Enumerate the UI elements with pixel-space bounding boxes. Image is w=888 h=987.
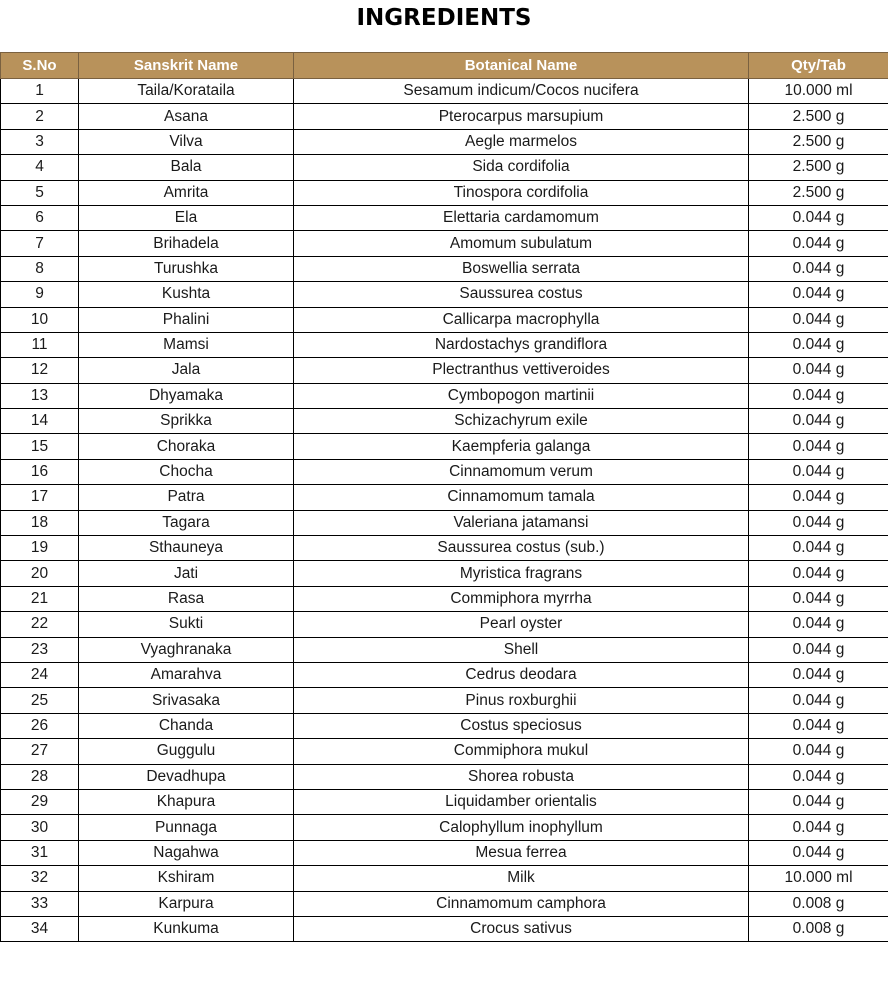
cell-qty-per-tab: 0.044 g — [749, 205, 888, 230]
cell-sno: 11 — [1, 332, 79, 357]
page-title: INGREDIENTS — [356, 5, 532, 31]
cell-qty-per-tab: 2.500 g — [749, 129, 888, 154]
cell-qty-per-tab: 0.044 g — [749, 586, 888, 611]
cell-sanskrit-name: Dhyamaka — [79, 383, 294, 408]
cell-sno: 10 — [1, 307, 79, 332]
cell-botanical-name: Mesua ferrea — [294, 840, 749, 865]
table-row — [1, 307, 888, 332]
cell-qty-per-tab: 0.044 g — [749, 332, 888, 357]
cell-botanical-name: Pterocarpus marsupium — [294, 104, 749, 129]
table-row — [1, 662, 888, 687]
cell-sanskrit-name: Jati — [79, 561, 294, 586]
cell-botanical-name: Schizachyrum exile — [294, 409, 749, 434]
cell-sanskrit-name: Devadhupa — [79, 764, 294, 789]
table-row — [1, 510, 888, 535]
cell-botanical-name: Milk — [294, 866, 749, 891]
table-row — [1, 739, 888, 764]
table-row — [1, 434, 888, 459]
cell-qty-per-tab: 0.044 g — [749, 459, 888, 484]
cell-qty-per-tab: 0.044 g — [749, 789, 888, 814]
cell-qty-per-tab: 0.008 g — [749, 916, 888, 941]
cell-botanical-name: Pearl oyster — [294, 612, 749, 637]
cell-sanskrit-name: Asana — [79, 104, 294, 129]
cell-sno: 33 — [1, 891, 79, 916]
table-row — [1, 866, 888, 891]
cell-sanskrit-name: Khapura — [79, 789, 294, 814]
cell-botanical-name: Shell — [294, 637, 749, 662]
cell-sanskrit-name: Chanda — [79, 713, 294, 738]
cell-sno: 18 — [1, 510, 79, 535]
cell-qty-per-tab: 0.044 g — [749, 358, 888, 383]
table-row — [1, 688, 888, 713]
cell-qty-per-tab: 0.044 g — [749, 764, 888, 789]
cell-sanskrit-name: Kshiram — [79, 866, 294, 891]
cell-qty-per-tab: 0.044 g — [749, 434, 888, 459]
table-row — [1, 409, 888, 434]
cell-sno: 23 — [1, 637, 79, 662]
cell-qty-per-tab: 0.044 g — [749, 688, 888, 713]
cell-sno: 17 — [1, 485, 79, 510]
cell-qty-per-tab: 2.500 g — [749, 155, 888, 180]
cell-sanskrit-name: Amarahva — [79, 662, 294, 687]
table-row — [1, 282, 888, 307]
cell-sno: 16 — [1, 459, 79, 484]
cell-botanical-name: Pinus roxburghii — [294, 688, 749, 713]
cell-sno: 6 — [1, 205, 79, 230]
cell-sno: 31 — [1, 840, 79, 865]
cell-qty-per-tab: 0.044 g — [749, 282, 888, 307]
table-row — [1, 459, 888, 484]
cell-sno: 21 — [1, 586, 79, 611]
cell-sno: 5 — [1, 180, 79, 205]
cell-botanical-name: Cinnamomum camphora — [294, 891, 749, 916]
ingredients-table — [0, 52, 888, 942]
cell-botanical-name: Aegle marmelos — [294, 129, 749, 154]
cell-sanskrit-name: Choraka — [79, 434, 294, 459]
table-body — [1, 79, 888, 942]
cell-botanical-name: Shorea robusta — [294, 764, 749, 789]
cell-qty-per-tab: 0.044 g — [749, 840, 888, 865]
column-header-sno: S.No — [1, 53, 79, 79]
cell-sno: 28 — [1, 764, 79, 789]
table-row — [1, 332, 888, 357]
cell-sno: 34 — [1, 916, 79, 941]
header-row — [1, 53, 888, 79]
cell-botanical-name: Amomum subulatum — [294, 231, 749, 256]
cell-qty-per-tab: 0.044 g — [749, 713, 888, 738]
cell-sno: 26 — [1, 713, 79, 738]
cell-sanskrit-name: Nagahwa — [79, 840, 294, 865]
cell-sanskrit-name: Srivasaka — [79, 688, 294, 713]
cell-sno: 8 — [1, 256, 79, 281]
table-row — [1, 764, 888, 789]
cell-sno: 32 — [1, 866, 79, 891]
cell-botanical-name: Kaempferia galanga — [294, 434, 749, 459]
cell-botanical-name: Plectranthus vettiveroides — [294, 358, 749, 383]
cell-sanskrit-name: Brihadela — [79, 231, 294, 256]
cell-sanskrit-name: Bala — [79, 155, 294, 180]
cell-sanskrit-name: Guggulu — [79, 739, 294, 764]
cell-sanskrit-name: Sprikka — [79, 409, 294, 434]
cell-sanskrit-name: Mamsi — [79, 332, 294, 357]
table-row — [1, 561, 888, 586]
cell-sanskrit-name: Sthauneya — [79, 536, 294, 561]
table-row — [1, 815, 888, 840]
table-row — [1, 256, 888, 281]
cell-sanskrit-name: Karpura — [79, 891, 294, 916]
cell-qty-per-tab: 0.044 g — [749, 739, 888, 764]
table-row — [1, 916, 888, 941]
column-header-sanskrit-name: Sanskrit Name — [79, 53, 294, 79]
table-row — [1, 231, 888, 256]
cell-sno: 20 — [1, 561, 79, 586]
table-row — [1, 180, 888, 205]
cell-sno: 13 — [1, 383, 79, 408]
cell-botanical-name: Cinnamomum tamala — [294, 485, 749, 510]
table-row — [1, 383, 888, 408]
cell-sanskrit-name: Turushka — [79, 256, 294, 281]
cell-sanskrit-name: Sukti — [79, 612, 294, 637]
cell-qty-per-tab: 10.000 ml — [749, 866, 888, 891]
cell-qty-per-tab: 0.044 g — [749, 231, 888, 256]
cell-qty-per-tab: 2.500 g — [749, 104, 888, 129]
cell-qty-per-tab: 0.044 g — [749, 561, 888, 586]
cell-sno: 7 — [1, 231, 79, 256]
table-row — [1, 637, 888, 662]
cell-sno: 12 — [1, 358, 79, 383]
table-header — [1, 53, 888, 79]
table-row — [1, 891, 888, 916]
table-row — [1, 713, 888, 738]
cell-qty-per-tab: 0.044 g — [749, 485, 888, 510]
cell-qty-per-tab: 0.044 g — [749, 815, 888, 840]
cell-sno: 15 — [1, 434, 79, 459]
cell-qty-per-tab: 0.044 g — [749, 256, 888, 281]
cell-botanical-name: Sesamum indicum/Cocos nucifera — [294, 79, 749, 104]
cell-qty-per-tab: 0.044 g — [749, 536, 888, 561]
cell-sno: 9 — [1, 282, 79, 307]
cell-sanskrit-name: Kunkuma — [79, 916, 294, 941]
cell-botanical-name: Cinnamomum verum — [294, 459, 749, 484]
cell-botanical-name: Commiphora mukul — [294, 739, 749, 764]
cell-botanical-name: Costus speciosus — [294, 713, 749, 738]
table-row — [1, 536, 888, 561]
table-row — [1, 485, 888, 510]
cell-sanskrit-name: Kushta — [79, 282, 294, 307]
table-row — [1, 79, 888, 104]
cell-sno: 1 — [1, 79, 79, 104]
cell-botanical-name: Saussurea costus (sub.) — [294, 536, 749, 561]
table-row — [1, 612, 888, 637]
cell-botanical-name: Nardostachys grandiflora — [294, 332, 749, 357]
cell-sno: 3 — [1, 129, 79, 154]
cell-botanical-name: Valeriana jatamansi — [294, 510, 749, 535]
cell-qty-per-tab: 0.044 g — [749, 383, 888, 408]
cell-botanical-name: Calophyllum inophyllum — [294, 815, 749, 840]
column-header-qty-per-tab: Qty/Tab — [749, 53, 888, 79]
cell-sno: 19 — [1, 536, 79, 561]
cell-botanical-name: Cymbopogon martinii — [294, 383, 749, 408]
cell-sanskrit-name: Vilva — [79, 129, 294, 154]
cell-sanskrit-name: Rasa — [79, 586, 294, 611]
cell-sno: 14 — [1, 409, 79, 434]
table-row — [1, 155, 888, 180]
cell-qty-per-tab: 0.044 g — [749, 307, 888, 332]
cell-botanical-name: Myristica fragrans — [294, 561, 749, 586]
cell-sanskrit-name: Patra — [79, 485, 294, 510]
cell-sanskrit-name: Amrita — [79, 180, 294, 205]
cell-sanskrit-name: Punnaga — [79, 815, 294, 840]
cell-sno: 29 — [1, 789, 79, 814]
cell-qty-per-tab: 2.500 g — [749, 180, 888, 205]
cell-sanskrit-name: Chocha — [79, 459, 294, 484]
table-row — [1, 358, 888, 383]
cell-sno: 24 — [1, 662, 79, 687]
cell-sanskrit-name: Phalini — [79, 307, 294, 332]
cell-qty-per-tab: 0.044 g — [749, 409, 888, 434]
table-row — [1, 104, 888, 129]
cell-sanskrit-name: Tagara — [79, 510, 294, 535]
cell-botanical-name: Cedrus deodara — [294, 662, 749, 687]
cell-botanical-name: Sida cordifolia — [294, 155, 749, 180]
column-header-botanical-name: Botanical Name — [294, 53, 749, 79]
table-row — [1, 586, 888, 611]
cell-qty-per-tab: 0.044 g — [749, 510, 888, 535]
cell-botanical-name: Saussurea costus — [294, 282, 749, 307]
cell-botanical-name: Liquidamber orientalis — [294, 789, 749, 814]
table-row — [1, 789, 888, 814]
cell-qty-per-tab: 0.044 g — [749, 637, 888, 662]
cell-sno: 25 — [1, 688, 79, 713]
cell-botanical-name: Commiphora myrrha — [294, 586, 749, 611]
cell-qty-per-tab: 0.044 g — [749, 612, 888, 637]
cell-sanskrit-name: Ela — [79, 205, 294, 230]
cell-sno: 22 — [1, 612, 79, 637]
table-row — [1, 129, 888, 154]
table-row — [1, 205, 888, 230]
cell-botanical-name: Boswellia serrata — [294, 256, 749, 281]
cell-botanical-name: Crocus sativus — [294, 916, 749, 941]
table-row — [1, 840, 888, 865]
cell-botanical-name: Callicarpa macrophylla — [294, 307, 749, 332]
cell-sno: 4 — [1, 155, 79, 180]
cell-sno: 2 — [1, 104, 79, 129]
cell-sanskrit-name: Jala — [79, 358, 294, 383]
cell-sno: 30 — [1, 815, 79, 840]
cell-botanical-name: Tinospora cordifolia — [294, 180, 749, 205]
cell-sno: 27 — [1, 739, 79, 764]
cell-qty-per-tab: 10.000 ml — [749, 79, 888, 104]
cell-botanical-name: Elettaria cardamomum — [294, 205, 749, 230]
cell-sanskrit-name: Taila/Korataila — [79, 79, 294, 104]
cell-qty-per-tab: 0.008 g — [749, 891, 888, 916]
cell-qty-per-tab: 0.044 g — [749, 662, 888, 687]
cell-sanskrit-name: Vyaghranaka — [79, 637, 294, 662]
